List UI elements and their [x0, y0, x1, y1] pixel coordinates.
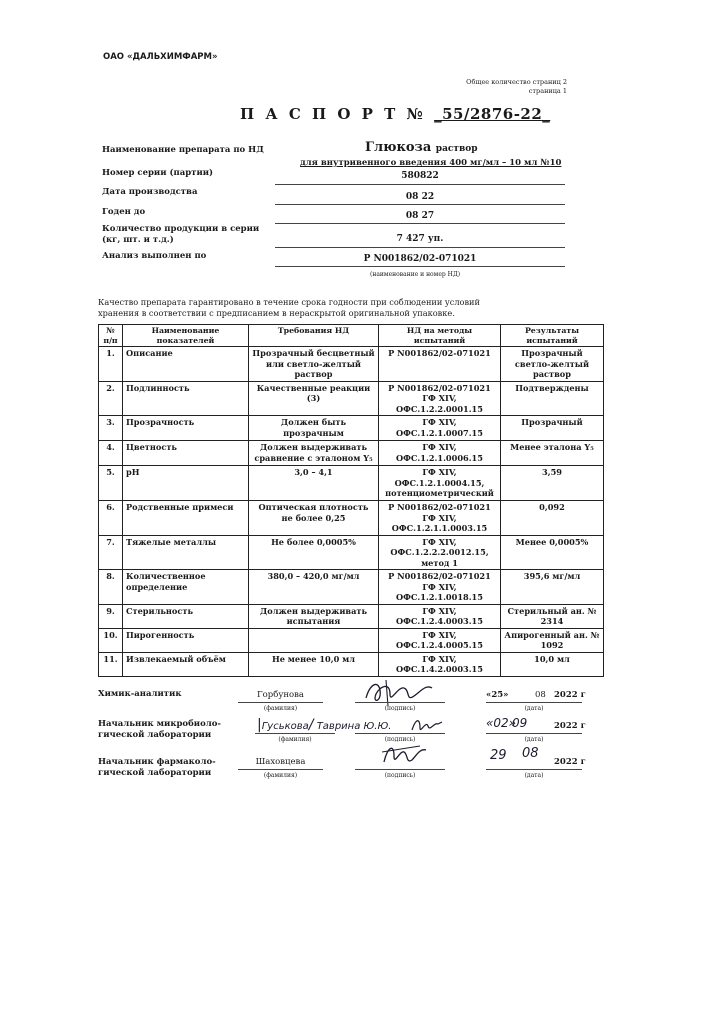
row-number: 2. [99, 381, 123, 416]
analysis-caption: (наименование и номер НД) [370, 271, 461, 278]
micro-date-caption: (дата) [524, 736, 544, 743]
row-requirement: Качественные реакции (3) [249, 381, 379, 416]
row-method: ГФ XIV, ОФС.1.2.4.0005.15 [379, 628, 501, 652]
pharm-signature-caption: (подпись) [384, 772, 416, 779]
row-indicator: Родственные примеси [123, 501, 249, 536]
micro-label-line2: гической лаборатории [98, 730, 212, 740]
chemist-date-month: 08 [535, 690, 546, 700]
expiry-label: Годен до [102, 207, 146, 217]
expiry-value: 08 27 [405, 211, 435, 221]
table-row [99, 416, 604, 441]
row-requirement: Оптическая плотность не более 0,25 [249, 501, 379, 536]
chemist-label: Химик-аналитик [98, 689, 182, 699]
micro-date-year: 2022 г [554, 721, 586, 731]
company-name: ОАО «ДАЛЬХИМФАРМ» [103, 52, 218, 62]
drug-description: для внутривенного введения 400 мг/мл – 10 мл №10 [300, 158, 562, 168]
drug-label: Наименование препарата по НД [102, 145, 264, 155]
page-number: страница 1 [528, 87, 567, 95]
quantity-label-line2: (кг, шт. и т.д.) [102, 235, 174, 245]
row-indicator: Пирогенность [123, 628, 249, 652]
row-number: 11. [99, 652, 123, 676]
quantity-label-line1: Количество продукции в серии [102, 224, 260, 234]
row-requirement: 380,0 – 420,0 мг/мл [249, 570, 379, 605]
chemist-date-day: «25» [486, 690, 509, 700]
row-indicator: Прозрачность [123, 416, 249, 441]
chemist-name: Горбунова [257, 690, 304, 700]
chemist-date-caption: (дата) [524, 705, 544, 712]
micro-date-day: «02» [486, 716, 517, 730]
pharm-signature-line [355, 769, 445, 770]
row-requirement: 3,0 – 4,1 [249, 466, 379, 501]
row-requirement: Должен выдерживать испытания [249, 604, 379, 628]
header-result: Результаты испытаний [501, 325, 604, 347]
table-row [99, 441, 604, 466]
pharm-signature [380, 740, 430, 770]
micro-name-caption: (фамилия) [278, 736, 312, 743]
expiry-underline [275, 223, 565, 224]
header-indicator: Наименование показателей [123, 325, 249, 347]
row-result: 3,59 [501, 466, 604, 501]
total-pages: Общее количество страниц 2 [466, 78, 567, 86]
row-requirement: Должен выдерживать сравнение с эталоном Y₅ [249, 441, 379, 466]
row-method: Р N001862/02-071021 ГФ XIV, ОФС.1.2.1.0018.15 [379, 570, 501, 605]
chemist-name-caption: (фамилия) [263, 705, 298, 712]
row-result: Подтверждены [501, 381, 604, 416]
row-method: ГФ XIV, ОФС.1.2.1.0004.15, потенциометрический [379, 466, 501, 501]
series-label: Номер серии (партии) [102, 168, 214, 178]
row-result: Стерильный ан. № 2314 [501, 604, 604, 628]
row-result: 10,0 мл [501, 652, 604, 676]
results-table [98, 324, 604, 677]
row-requirement: Должен быть прозрачным [249, 416, 379, 441]
pharm-date-year: 2022 г [554, 757, 586, 767]
pharm-name-line [238, 769, 323, 770]
production-label: Дата производства [102, 187, 198, 197]
row-method: ГФ XIV, ОФС.1.4.2.0003.15 [379, 652, 501, 676]
quantity-label [102, 224, 259, 246]
pharm-date-line [486, 769, 582, 770]
pharm-label [98, 757, 216, 779]
table-row [99, 381, 604, 416]
row-number: 8. [99, 570, 123, 605]
passport-number: _55/2876-22_ [434, 105, 551, 123]
row-number: 9. [99, 604, 123, 628]
page-title [240, 105, 550, 123]
row-result: Прозрачный [501, 416, 604, 441]
row-method: Р N001862/02-071021 ГФ XIV, ОФС.1.2.1.1.0003.15 [379, 501, 501, 536]
pharm-label-line2: гической лаборатории [98, 768, 212, 778]
row-indicator: Подлинность [123, 381, 249, 416]
chemist-date-line [486, 702, 582, 703]
table-row [99, 628, 604, 652]
row-result: 0,092 [501, 501, 604, 536]
row-requirement: Не более 0,0005% [249, 535, 379, 570]
production-value: 08 22 [405, 192, 435, 202]
row-result: 395,6 мг/мл [501, 570, 604, 605]
series-underline [275, 184, 565, 185]
page-count [466, 78, 567, 96]
micro-signature-caption: (подпись) [384, 736, 416, 743]
row-method: ГФ XIV, ОФС.1.2.1.0007.15 [379, 416, 501, 441]
title-prefix: П А С П О Р Т № [240, 105, 426, 123]
guarantee-text: Качество препарата гарантировано в течение срока годности при соблюдении условий хранения в соответствии с предписанием в нераскрытой оригинальной упаковке. [98, 297, 480, 318]
row-method: ГФ XIV, ОФС.1.2.2.2.0012.15, метод 1 [379, 535, 501, 570]
pharm-name: Шаховцева [255, 757, 306, 767]
drug-name [365, 140, 478, 155]
row-number: 7. [99, 535, 123, 570]
row-indicator: Описание [123, 347, 249, 382]
table-row [99, 652, 604, 676]
chemist-signature-line [355, 702, 445, 703]
micro-name-line [255, 733, 335, 734]
table-row [99, 501, 604, 536]
row-indicator: Стерильность [123, 604, 249, 628]
analysis-value: Р N001862/02-071021 [363, 254, 477, 264]
row-indicator: Тяжелые металлы [123, 535, 249, 570]
series-value: 580822 [401, 171, 439, 181]
row-indicator: Количественное определение [123, 570, 249, 605]
micro-label [98, 719, 221, 741]
micro-name-text: Гуськова [261, 721, 309, 732]
quantity-underline [275, 247, 565, 248]
drug-name-text: Глюкоза [365, 140, 432, 155]
row-number: 5. [99, 466, 123, 501]
row-result: Прозрачный светло-желтый раствор [501, 347, 604, 382]
pharm-name-caption: (фамилия) [263, 772, 298, 779]
header-number: № п/п [99, 325, 123, 347]
chemist-signature-caption: (подпись) [384, 705, 416, 712]
row-method: Р N001862/02-071021 [379, 347, 501, 382]
quantity-value: 7 427 уп. [396, 234, 444, 244]
micro-date-month: 09 [512, 716, 528, 730]
table-row [99, 604, 604, 628]
header-requirement: Требования НД [249, 325, 379, 347]
micro-label-line1: Начальник микробиоло- [98, 719, 221, 729]
row-number: 3. [99, 416, 123, 441]
row-requirement: Не менее 10,0 мл [249, 652, 379, 676]
row-indicator: pH [123, 466, 249, 501]
row-number: 6. [99, 501, 123, 536]
analysis-label: Анализ выполнен по [102, 251, 207, 261]
chemist-date-year: 2022 г [554, 690, 586, 700]
pharm-label-line1: Начальник фармаколо- [98, 757, 216, 767]
table-row [99, 466, 604, 501]
table-row [99, 347, 604, 382]
analysis-underline [275, 266, 565, 267]
micro-name: |Гуськова/ Таврина Ю.Ю. [257, 717, 392, 733]
table-row [99, 570, 604, 605]
row-number: 1. [99, 347, 123, 382]
row-number: 4. [99, 441, 123, 466]
table-row [99, 535, 604, 570]
pharm-date-month: 08 [522, 746, 539, 761]
header-method: НД на методы испытаний [379, 325, 501, 347]
pharm-date-caption: (дата) [524, 772, 544, 779]
row-indicator: Извлекаемый объём [123, 652, 249, 676]
production-underline [275, 204, 565, 205]
pharm-date-day: 29 [490, 748, 507, 763]
micro-signature-line [355, 733, 445, 734]
row-result: Менее эталона Y₅ [501, 441, 604, 466]
drug-form-text: раствор [435, 144, 478, 154]
row-method: Р N001862/02-071021 ГФ XIV, ОФС.1.2.2.0001.15 [379, 381, 501, 416]
table-header-row [99, 325, 604, 347]
row-result: Менее 0,0005% [501, 535, 604, 570]
micro-date-line [486, 733, 582, 734]
micro-name-extra: Таврина Ю.Ю. [316, 721, 392, 732]
row-method: ГФ XIV, ОФС.1.2.1.0006.15 [379, 441, 501, 466]
row-requirement [249, 628, 379, 652]
row-indicator: Цветность [123, 441, 249, 466]
row-method: ГФ XIV, ОФС.1.2.4.0003.15 [379, 604, 501, 628]
row-number: 10. [99, 628, 123, 652]
chemist-name-line [238, 702, 323, 703]
row-requirement: Прозрачный бесцветный или светло-желтый раствор [249, 347, 379, 382]
row-result: Апирогенный ан. № 1092 [501, 628, 604, 652]
